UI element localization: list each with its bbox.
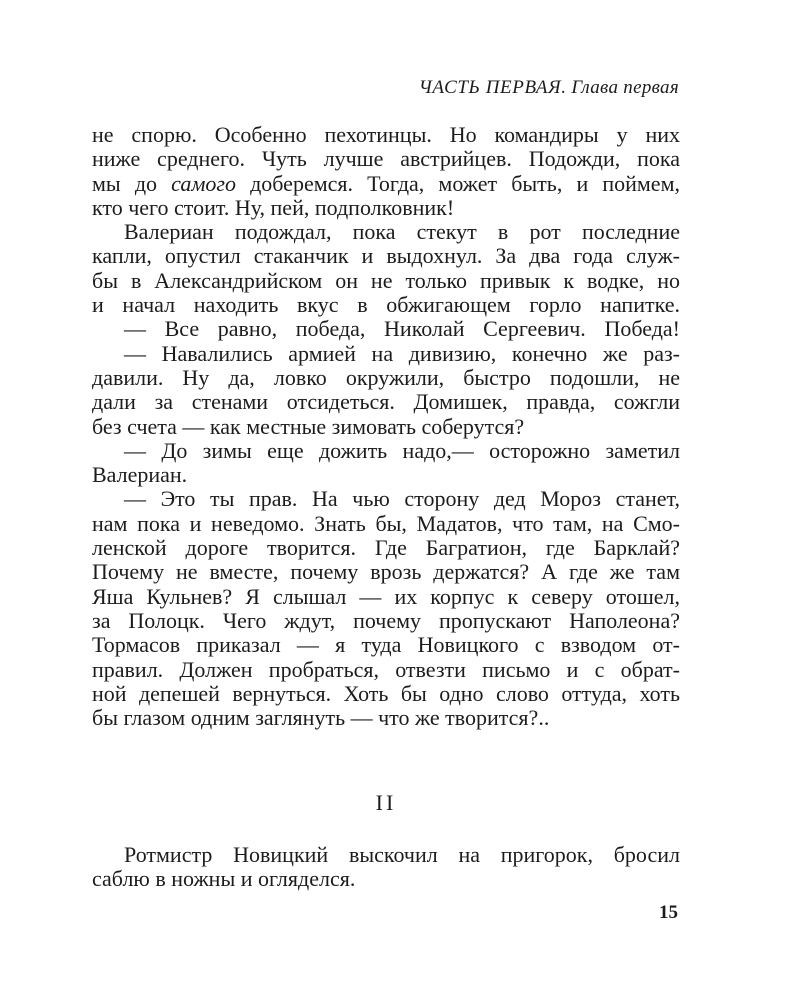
text-line: Ротмистр Новицкий выскочил на пригорок, бросил xyxy=(124,842,680,867)
text-line: Почему не вместе, почему врозь держатся? А где же там xyxy=(92,559,680,585)
header-separator: . xyxy=(561,77,572,98)
header-chapter: Глава первая xyxy=(571,77,679,98)
emphasis-word: самого xyxy=(171,170,236,196)
text-line: нам пока и неведомо. Знать бы, Мадатов, что там, на Смо- xyxy=(92,510,680,536)
text-line: ленской дороге творится. Где Багратион, где Барклай? xyxy=(92,535,680,561)
text-segment: доберемся. Тогда, может быть, и поймем, xyxy=(235,170,680,196)
text-line: Яша Кульнев? Я слышал — их корпус к северу отошел, xyxy=(92,583,680,609)
text-line: Валериан. xyxy=(92,462,188,488)
text-line: — До зимы еще дожить надо,— осторожно заметил xyxy=(124,437,680,463)
text-line: кто чего стоит. Ну, пей, подполковник! xyxy=(92,194,455,220)
text-line: бы глазом одним заглянуть — что же творится?.. xyxy=(92,705,550,731)
text-line: давили. Ну да, ловко окружили, быстро подошли, не xyxy=(92,364,680,390)
text-line: не спорю. Особенно пехотинцы. Но командиры у них xyxy=(92,122,680,147)
section-heading: II xyxy=(375,790,397,815)
text-line xyxy=(92,172,680,196)
main-text xyxy=(92,123,680,730)
text-segment: мы до xyxy=(92,170,172,196)
text-line: — Это ты прав. На чью сторону дед Мороз станет, xyxy=(124,486,680,512)
text-line: правил. Должен пробраться, отвезти письмо и с обрат- xyxy=(92,656,680,682)
text-line: ниже среднего. Чуть лучше австрийцев. Подожди, пока xyxy=(92,146,680,172)
text-line: капли, опустил стаканчик и выдохнул. За два года служ- xyxy=(92,243,680,269)
text-line: и начал находить вкус в обжигающем горло напитке. xyxy=(92,292,680,318)
text-line: саблю в ножны и огляделся. xyxy=(92,866,356,892)
text-line: Тормасов приказал — я туда Новицкого с взводом от- xyxy=(92,632,680,658)
section-text xyxy=(92,843,680,892)
text-line: — Все равно, победа, Николай Сергеевич. Победа! xyxy=(124,316,680,342)
running-header xyxy=(419,77,679,99)
text-line: — Навалились армией на дивизию, конечно же раз- xyxy=(124,340,680,366)
text-line: дали за стенами отсидеться. Домишек, правда, сожгли xyxy=(92,389,680,415)
header-part: ЧАСТЬ ПЕРВАЯ xyxy=(418,77,562,98)
text-line: без счета — как местные зимовать соберутся? xyxy=(92,413,525,439)
text-line: ной депешей вернуться. Хоть бы одно слово оттуда, хоть xyxy=(92,680,680,706)
page-number: 15 xyxy=(659,902,678,923)
text-line: бы в Александрийском он не только привык к водке, но xyxy=(92,267,680,293)
text-line: за Полоцк. Чего ждут, почему пропускают Наполеона? xyxy=(92,607,680,633)
text-line: Валериан подождал, пока стекут в рот последние xyxy=(124,219,680,245)
